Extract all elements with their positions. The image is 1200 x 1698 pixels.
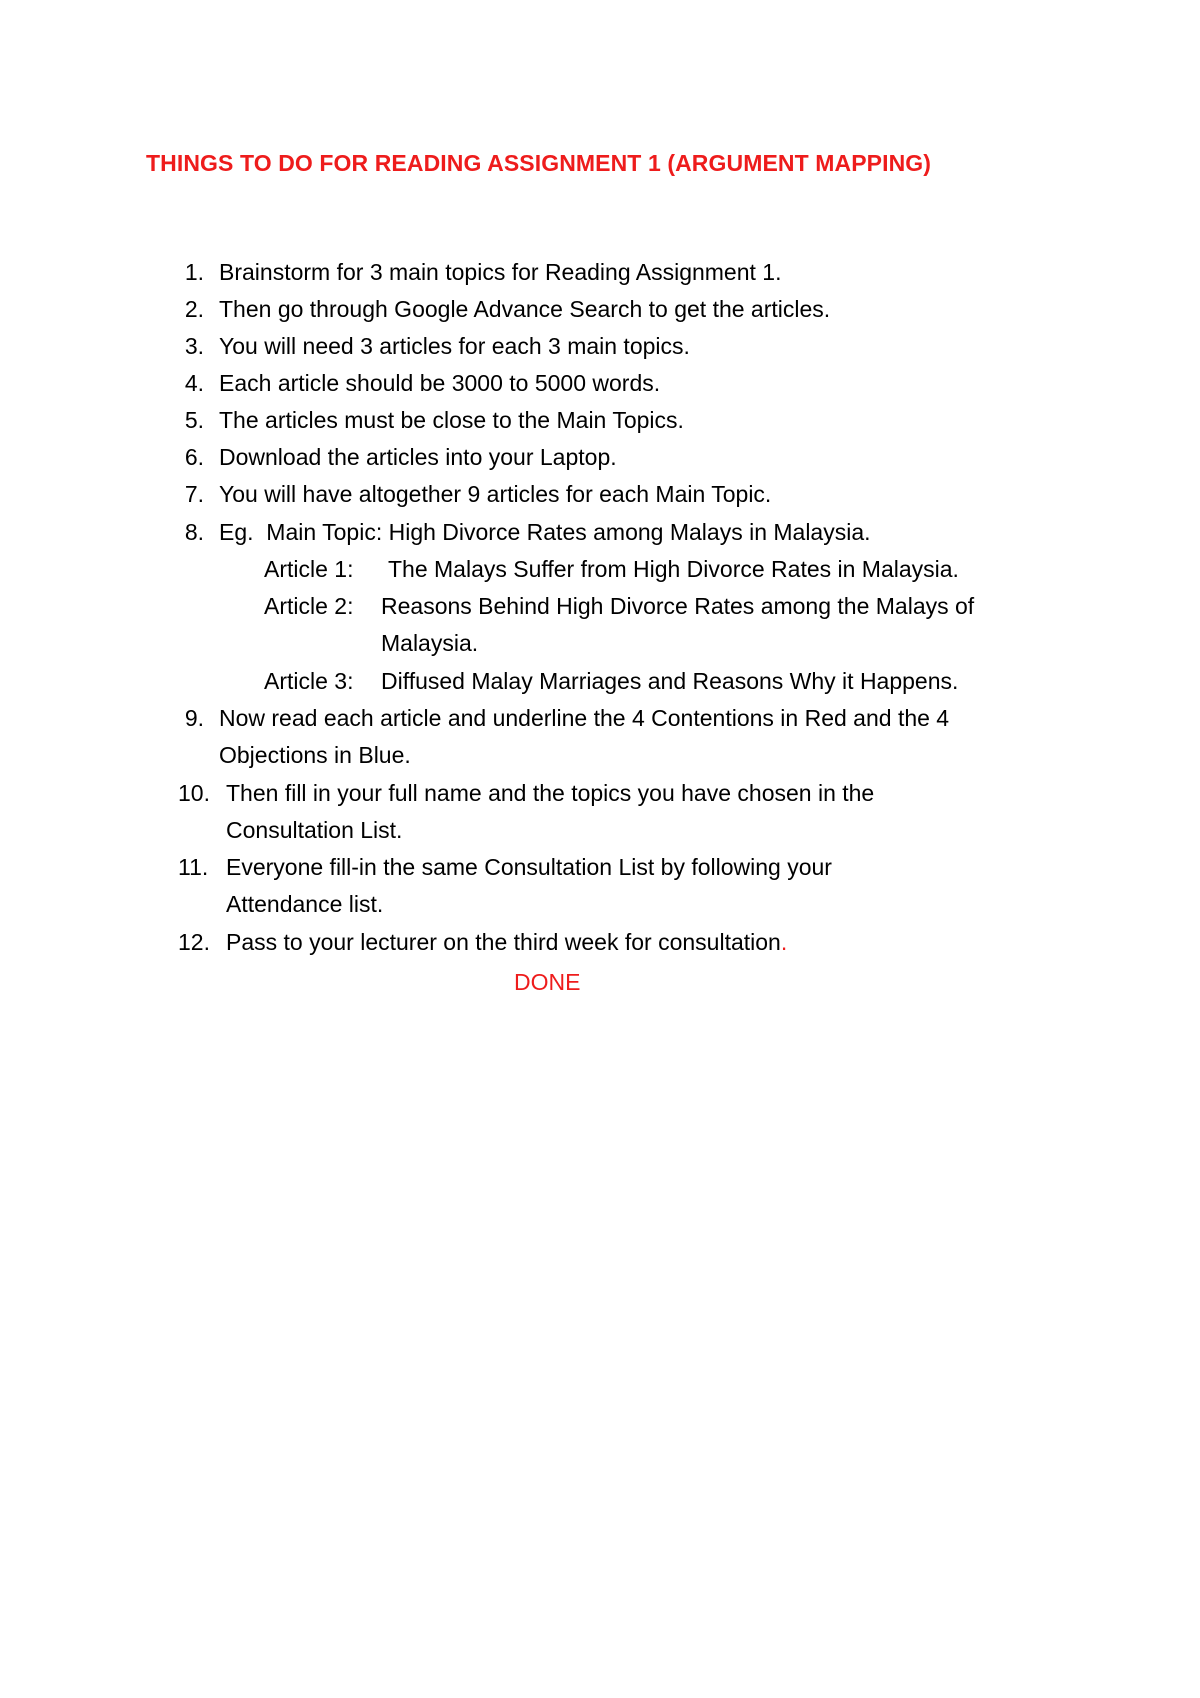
list-item-number: 2. (184, 296, 204, 322)
list-item-text: The articles must be close to the Main Topics. (219, 407, 684, 433)
red-period: . (780, 929, 788, 955)
list-item-text: You will have altogether 9 articles for each Main Topic. (219, 481, 772, 507)
list-item-number: 12. (178, 929, 210, 955)
list-item-number: 10. (178, 780, 210, 806)
article-text: The Malays Suffer from High Divorce Rates in Malaysia. (388, 556, 959, 582)
list-item-text: Objections in Blue. (219, 742, 411, 768)
list-item-text: Now read each article and underline the 4 Contentions in Red and the 4 (219, 705, 950, 731)
list-item-text: Download the articles into your Laptop. (219, 444, 617, 470)
list-item-number: 11. (178, 854, 209, 880)
list-item-text: Attendance list. (226, 891, 384, 917)
list-item-text: Then fill in your full name and the topics you have chosen in the (226, 780, 875, 806)
list-item-text: Eg. Main Topic: High Divorce Rates among Malays in Malaysia. (219, 519, 871, 545)
list-item-text-body: Pass to your lecturer on the third week for consultation (226, 929, 781, 955)
list-item-number: 7. (184, 481, 204, 507)
list-item-text: Then go through Google Advance Search to get the articles. (219, 296, 831, 322)
list-item-number: 3. (184, 333, 204, 359)
list-item-number: 1. (184, 259, 204, 285)
article-text: Malaysia. (381, 630, 479, 656)
list-item-number: 4. (184, 370, 204, 396)
article-label: Article 2: (264, 593, 354, 619)
list-item-text: Brainstorm for 3 main topics for Reading Assignment 1. (219, 259, 782, 285)
list-item-text: Each article should be 3000 to 5000 words. (219, 370, 661, 396)
list-item-number: 9. (184, 705, 204, 731)
list-item-text: Everyone fill-in the same Consultation List by following your (226, 854, 832, 880)
document-title: THINGS TO DO FOR READING ASSIGNMENT 1 (ARGUMENT MAPPING) (146, 150, 932, 176)
list-item-text: You will need 3 articles for each 3 main topics. (219, 333, 690, 359)
list-item-text (226, 927, 787, 957)
list-item-number: 5. (184, 407, 204, 433)
article-text: Reasons Behind High Divorce Rates among the Malays of (381, 593, 975, 619)
article-label: Article 1: (264, 556, 354, 582)
list-item-number: 6. (184, 444, 204, 470)
done-label: DONE (514, 969, 581, 995)
list-item-number: 8. (184, 519, 204, 545)
list-item-text: Consultation List. (226, 817, 403, 843)
article-label: Article 3: (264, 668, 354, 694)
article-text: Diffused Malay Marriages and Reasons Why it Happens. (381, 668, 959, 694)
